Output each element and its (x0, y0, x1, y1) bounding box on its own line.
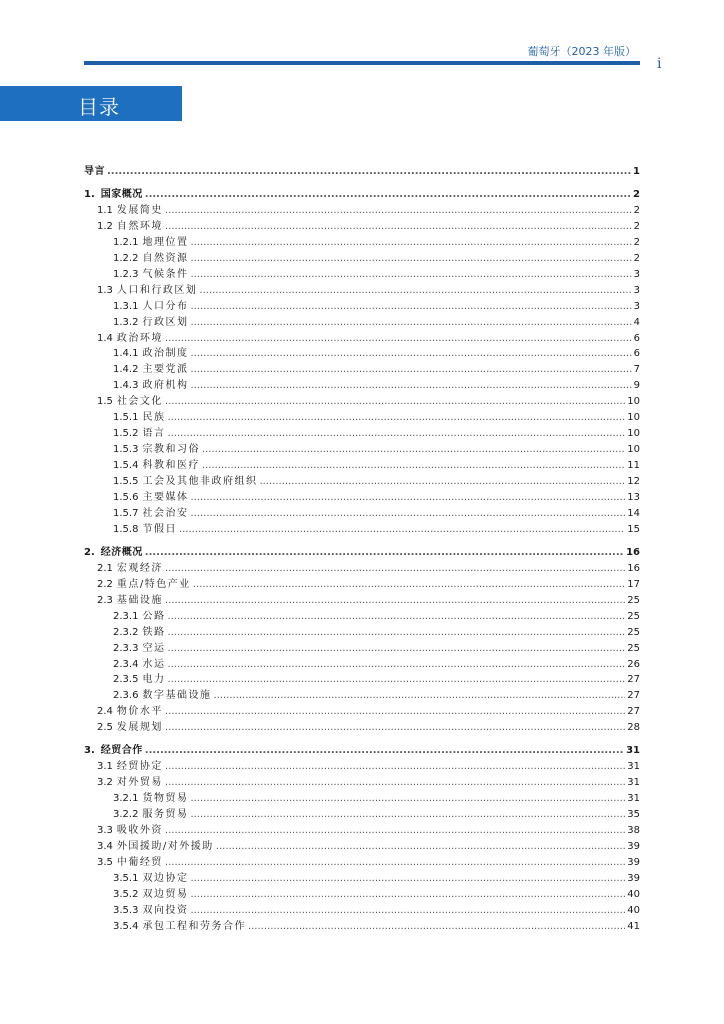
toc-entry-page: 1 (633, 166, 640, 177)
toc-entry-number: 3.4 (97, 840, 113, 852)
toc-dot-leader (165, 562, 625, 576)
toc-subsection-entry[interactable] (84, 411, 640, 425)
toc-entry-title: 双边贸易 (142, 888, 189, 900)
toc-entry-title: 物价水平 (116, 706, 163, 718)
toc-entry-page: 27 (627, 706, 640, 718)
toc-subsection-entry[interactable] (84, 300, 640, 314)
toc-dot-leader (193, 578, 625, 592)
toc-entry-number: 1.5.6 (113, 492, 139, 503)
toc-entry-page: 2 (633, 236, 640, 248)
toc-entry-page: 25 (627, 626, 640, 638)
toc-section-entry[interactable] (84, 824, 640, 838)
toc-entry-page: 41 (627, 920, 640, 932)
toc-entry-number: 2.3.3 (113, 642, 139, 654)
toc-entry-number: 3.5.3 (113, 904, 139, 916)
toc-entry-page: 26 (627, 658, 640, 670)
toc-entry-title: 语言 (142, 428, 166, 440)
toc-subsection-entry[interactable] (84, 673, 640, 687)
toc-chapter-entry[interactable] (84, 744, 640, 758)
toc-title-banner (0, 86, 182, 121)
toc-dot-leader (179, 523, 625, 537)
toc-entry-number: 2.4 (97, 706, 113, 718)
toc-entry-number: 3.3 (97, 825, 113, 836)
toc-entry-page: 10 (627, 444, 640, 456)
toc-section-entry[interactable] (84, 594, 640, 608)
toc-entry-number: 1.2.3 (113, 268, 139, 280)
toc-subsection-entry[interactable] (84, 236, 640, 250)
toc-entry-page: 27 (627, 674, 640, 686)
toc-entry-title: 铁路 (142, 626, 166, 638)
toc-subsection-entry[interactable] (84, 658, 640, 672)
toc-dot-leader (165, 705, 625, 719)
toc-entry-number: 1.4 (97, 332, 113, 344)
toc-entry-title: 人口和行政区划 (116, 284, 198, 296)
toc-entry-number: 3.5.4 (113, 920, 139, 932)
toc-entry-title: 电力 (142, 674, 166, 686)
toc-entry-number: 1.3.2 (113, 316, 139, 328)
toc-dot-leader (167, 658, 625, 672)
toc-dot-leader (165, 760, 625, 774)
toc-dot-leader (190, 252, 631, 266)
toc-chapter-entry[interactable] (84, 546, 640, 560)
toc-subsection-entry[interactable] (84, 642, 640, 656)
toc-dot-leader (167, 642, 625, 656)
toc-entry-page: 3 (633, 268, 640, 280)
toc-entry-number: 2.3.5 (113, 674, 139, 686)
toc-dot-leader (190, 236, 631, 250)
toc-entry-number: 2.1 (97, 562, 113, 574)
toc-entry-page: 31 (626, 745, 640, 757)
toc-entry-page: 6 (633, 348, 640, 360)
toc-entry-number: 1.5 (97, 396, 113, 408)
toc-subsection-entry[interactable] (84, 252, 640, 266)
toc-dot-leader (167, 610, 625, 624)
toc-subsection-entry[interactable] (84, 626, 640, 640)
toc-dot-leader (145, 188, 631, 202)
toc-section-entry[interactable] (84, 284, 640, 298)
toc-subsection-entry[interactable] (84, 427, 640, 441)
toc-entry-title: 公路 (142, 610, 166, 622)
toc-dot-leader (190, 888, 625, 902)
toc-entry-title: 宗教和习俗 (142, 444, 200, 456)
toc-entry-number: 1.4.3 (113, 380, 139, 392)
toc-entry-page: 12 (627, 476, 640, 488)
toc-entry-page: 15 (627, 523, 640, 535)
toc-entry-page: 2 (633, 252, 640, 264)
toc-dot-leader (190, 300, 631, 314)
toc-subsection-entry[interactable] (84, 523, 640, 537)
toc-subsection-entry[interactable] (84, 443, 640, 457)
toc-dot-leader (167, 427, 625, 441)
toc-section-entry[interactable] (84, 760, 640, 774)
toc-entry-title: 主要党派 (142, 364, 189, 376)
toc-dot-leader (165, 220, 632, 234)
toc-entry-title: 政治制度 (142, 348, 189, 360)
toc-dot-leader (165, 856, 625, 870)
toc-entry-page: 40 (627, 888, 640, 900)
toc-section-entry[interactable] (84, 578, 640, 592)
toc-entry-page: 2 (633, 188, 640, 200)
toc-entry-page: 14 (627, 507, 640, 519)
toc-dot-leader (216, 840, 625, 854)
toc-dot-leader (190, 347, 631, 361)
toc-entry-page: 25 (627, 594, 640, 606)
toc-entry-page: 2 (633, 220, 640, 232)
toc-entry-number: 3.2.1 (113, 793, 139, 805)
toc-entry-number: 1. (84, 188, 95, 200)
toc-entry-page: 31 (627, 777, 640, 789)
toc-section-entry[interactable] (84, 204, 640, 218)
toc-entry-title: 自然环境 (116, 220, 163, 232)
toc-subsection-entry[interactable] (84, 347, 640, 361)
toc-subsection-entry[interactable] (84, 491, 640, 505)
toc-section-entry[interactable] (84, 721, 640, 735)
toc-entry-title: 政治环境 (116, 332, 163, 344)
toc-dot-leader (190, 491, 625, 505)
toc-entry-number: 2.5 (97, 722, 113, 734)
toc-entry-page: 39 (627, 872, 640, 884)
toc-dot-leader (167, 626, 625, 640)
toc-entry-title: 政府机构 (142, 380, 189, 392)
toc-entry-page: 4 (633, 316, 640, 328)
toc-entry-title: 发展简史 (116, 204, 163, 216)
toc-entry-title: 经贸合作 (100, 745, 143, 757)
toc-entry-title: 中葡经贸 (116, 856, 163, 868)
toc-entry-number: 3.5 (97, 856, 113, 868)
toc-entry-number: 1.2 (97, 220, 113, 232)
toc-dot-leader (165, 824, 625, 838)
toc-section-entry[interactable] (84, 856, 640, 870)
toc-entry-title: 导言 (84, 166, 105, 177)
toc-entry-page: 28 (627, 722, 640, 734)
toc-dot-leader (248, 920, 625, 934)
toc-entry-number: 1.5.1 (113, 412, 139, 424)
toc-entry-page: 13 (627, 492, 640, 503)
toc-entry-number: 2.3.1 (113, 610, 139, 622)
toc-entry-number: 3.5.1 (113, 872, 139, 884)
toc-entry-title: 货物贸易 (142, 793, 189, 805)
toc-section-entry[interactable] (84, 776, 640, 790)
header-rule (84, 61, 640, 65)
toc-entry-number: 1.5.2 (113, 428, 139, 440)
toc-entry-number: 3.5.2 (113, 888, 139, 900)
toc-dot-leader (213, 689, 625, 703)
toc-subsection-entry[interactable] (84, 363, 640, 377)
toc-dot-leader (165, 204, 632, 218)
toc-subsection-entry[interactable] (84, 475, 640, 489)
toc-section-entry[interactable] (84, 840, 640, 854)
toc-entry-page: 16 (626, 546, 640, 558)
toc-entry-number: 3.2 (97, 777, 113, 789)
toc-entry-number: 1.3.1 (113, 300, 139, 312)
toc-entry-page: 38 (627, 825, 640, 836)
toc-entry-title: 工会及其他非政府组织 (142, 476, 258, 488)
toc-entry-number: 2.3.2 (113, 626, 139, 638)
toc-entry-page: 10 (627, 428, 640, 440)
toc-entry-title: 人口分布 (142, 300, 189, 312)
toc-entry-page: 16 (627, 562, 640, 574)
toc-entry-title: 经贸协定 (116, 761, 163, 773)
toc-entry-title: 空运 (142, 642, 166, 654)
toc-dot-leader (165, 332, 632, 346)
toc-dot-leader (202, 443, 625, 457)
toc-entry-number: 1.2.2 (113, 252, 139, 264)
toc-section-entry[interactable] (84, 220, 640, 234)
toc-entry-number: 1.5.4 (113, 460, 139, 472)
toc-entry-number: 2.3.6 (113, 690, 139, 702)
running-header-title: 葡萄牙（2023 年版） (527, 45, 636, 58)
toc-dot-leader (167, 673, 625, 687)
toc-entry-page: 25 (627, 610, 640, 622)
toc-entry-number: 1.4.1 (113, 348, 139, 360)
toc-entry-title: 气候条件 (142, 268, 189, 280)
toc-subsection-entry[interactable] (84, 872, 640, 886)
toc-subsection-entry[interactable] (84, 268, 640, 282)
toc-entry-page: 10 (627, 396, 640, 408)
page-number: i (657, 56, 662, 72)
toc-entry-number: 3.1 (97, 761, 113, 773)
toc-entry-title: 吸收外资 (116, 825, 163, 836)
toc-dot-leader (107, 165, 631, 179)
toc-entry-title: 节假日 (142, 523, 177, 535)
toc-entry-number: 1.3 (97, 284, 113, 296)
toc-entry-title: 外国援助/对外援助 (116, 840, 214, 852)
toc-dot-leader (190, 808, 625, 822)
toc-subsection-entry[interactable] (84, 610, 640, 624)
toc-entry-title: 经济概况 (100, 546, 143, 558)
toc-entry-page: 7 (633, 364, 640, 376)
toc-entry-page: 2 (633, 204, 640, 216)
toc-entry-title: 水运 (142, 658, 166, 670)
toc-entry-title: 重点/特色产业 (116, 578, 191, 590)
toc-entry-title: 对外贸易 (116, 777, 163, 789)
toc-entry-title: 自然资源 (142, 252, 189, 264)
toc-entry-page: 39 (627, 856, 640, 868)
toc-dot-leader (190, 268, 631, 282)
toc-entry-page: 31 (627, 761, 640, 773)
toc-entry-title: 主要媒体 (142, 492, 189, 503)
toc-entry-page: 9 (633, 380, 640, 392)
toc-entry-number: 2.3 (97, 594, 113, 606)
toc-entry-title: 双向投资 (142, 904, 189, 916)
toc-section-entry[interactable] (84, 705, 640, 719)
toc-subsection-entry[interactable] (84, 920, 640, 934)
toc-entry-page: 31 (627, 793, 640, 805)
toc-entry-page: 3 (633, 284, 640, 296)
toc-entry-title: 服务贸易 (142, 809, 189, 821)
toc-subsection-entry[interactable] (84, 379, 640, 393)
toc-section-entry[interactable] (84, 562, 640, 576)
toc-chapter-entry[interactable] (84, 165, 640, 179)
toc-entry-title: 承包工程和劳务合作 (142, 920, 246, 932)
toc-dot-leader (259, 475, 625, 489)
toc-chapter-entry[interactable] (84, 188, 640, 202)
toc-entry-title: 数字基础设施 (142, 690, 212, 702)
toc-section-entry[interactable] (84, 395, 640, 409)
toc-subsection-entry[interactable] (84, 316, 640, 330)
toc-dot-leader (165, 594, 625, 608)
toc-subsection-entry[interactable] (84, 689, 640, 703)
toc-entry-number: 1.5.3 (113, 444, 139, 456)
toc-entry-title: 社会治安 (142, 507, 189, 519)
toc-entry-page: 35 (627, 809, 640, 821)
toc-dot-leader (190, 316, 631, 330)
toc-dot-leader (190, 904, 625, 918)
toc-entry-page: 39 (627, 840, 640, 852)
toc-entry-number: 3. (84, 745, 95, 757)
toc-dot-leader (190, 507, 625, 521)
toc-entry-page: 10 (627, 412, 640, 424)
toc-entry-title: 社会文化 (116, 396, 163, 408)
toc-section-entry[interactable] (84, 332, 640, 346)
toc-entry-number: 1.5.7 (113, 507, 139, 519)
toc-dot-leader (199, 284, 631, 298)
toc-entry-title: 基础设施 (116, 594, 163, 606)
toc-entry-page: 11 (627, 460, 640, 472)
toc-entry-title: 科教和医疗 (142, 460, 200, 472)
toc-entry-page: 17 (627, 578, 640, 590)
toc-entry-number: 3.2.2 (113, 809, 139, 821)
toc-dot-leader (145, 546, 624, 560)
toc-entry-number: 1.5.8 (113, 523, 139, 535)
toc-subsection-entry[interactable] (84, 792, 640, 806)
toc-dot-leader (165, 776, 625, 790)
toc-subsection-entry[interactable] (84, 904, 640, 918)
toc-dot-leader (202, 459, 625, 473)
toc-entry-page: 40 (627, 904, 640, 916)
toc-entry-title: 双边协定 (142, 872, 189, 884)
toc-entry-number: 1.5.5 (113, 476, 139, 488)
toc-entry-page: 6 (633, 332, 640, 344)
toc-entry-title: 地理位置 (142, 236, 189, 248)
toc-subsection-entry[interactable] (84, 459, 640, 473)
toc-entry-page: 25 (627, 642, 640, 654)
toc-entry-title: 宏观经济 (116, 562, 163, 574)
toc-dot-leader (190, 872, 625, 886)
toc-subsection-entry[interactable] (84, 888, 640, 902)
toc-dot-leader (165, 395, 625, 409)
toc-entry-title: 行政区划 (142, 316, 189, 328)
toc-dot-leader (145, 744, 624, 758)
toc-entry-number: 1.2.1 (113, 236, 139, 248)
toc-entry-page: 3 (633, 300, 640, 312)
toc-entry-number: 2. (84, 546, 95, 558)
toc-entry-page: 27 (627, 690, 640, 702)
toc-entry-number: 2.3.4 (113, 658, 139, 670)
toc-dot-leader (190, 379, 631, 393)
toc-dot-leader (165, 721, 625, 735)
toc-title: 目录 (78, 95, 120, 119)
toc-dot-leader (190, 363, 631, 377)
toc-dot-leader (190, 792, 625, 806)
toc-subsection-entry[interactable] (84, 808, 640, 822)
toc-entry-number: 1.1 (97, 204, 113, 216)
toc-entry-number: 1.4.2 (113, 364, 139, 376)
toc-entry-number: 2.2 (97, 578, 113, 590)
toc-dot-leader (167, 411, 625, 425)
toc-entry-title: 国家概况 (100, 188, 143, 200)
toc-entry-title: 发展规划 (116, 722, 163, 734)
toc-subsection-entry[interactable] (84, 507, 640, 521)
toc-entry-title: 民族 (142, 412, 166, 424)
